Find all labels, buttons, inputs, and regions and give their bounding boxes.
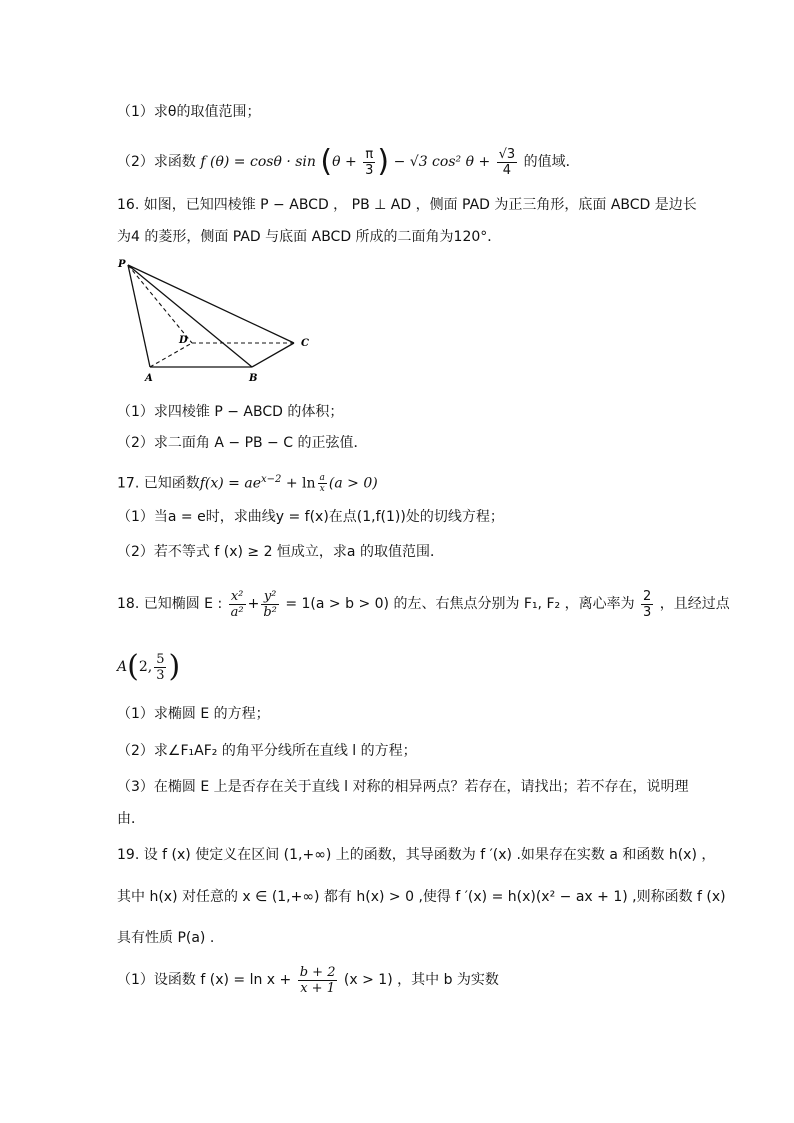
q18-point bbox=[117, 647, 704, 687]
edge-AD bbox=[150, 343, 192, 367]
q17-part1: （1）当a = e时，求曲线y = f(x)在点(1,f(1))处的切线方程； bbox=[117, 509, 504, 525]
q17-stem-prefix: 17. 已知函数 bbox=[117, 475, 200, 492]
frac-den: 3 bbox=[643, 604, 652, 620]
frac-num: 5 bbox=[156, 651, 165, 667]
q19-part1 bbox=[117, 960, 704, 1000]
q16-part1: （1）求四棱锥 P − ABCD 的体积； bbox=[117, 404, 344, 420]
q15-part2-mid: − √3 cos² θ + bbox=[393, 154, 491, 170]
label-C: C bbox=[301, 338, 309, 349]
q18-stem-suffix: ，且经过点 bbox=[659, 596, 730, 612]
q17-stem bbox=[117, 469, 704, 495]
q17-stem-exp: x−2 bbox=[260, 474, 282, 485]
q16-stem-line1: 16. 如图，已知四棱锥 P − ABCD ， PB ⊥ AD ，侧面 PAD 为正三角形，底面 ABCD 是边长 bbox=[117, 197, 697, 213]
label-B: B bbox=[249, 373, 258, 384]
q17-stem-cond: (a > 0) bbox=[328, 475, 378, 492]
q18-part3-line1: （3）在椭圆 E 上是否存在关于直线 l 对称的相异两点？若存在，请找出；若不存在，说明理 bbox=[117, 779, 689, 795]
q15-part2-func: f (θ) = cosθ · sin bbox=[200, 154, 316, 170]
frac-den: x bbox=[319, 484, 325, 495]
q19-line2: 其中 h(x) 对任意的 x ∈ (1,+∞) 都有 h(x) > 0 ,使得 f ′(x) = h(x)(x² − ax + 1) ,则称函数 f (x) bbox=[117, 889, 726, 905]
q18-point-x: 2, bbox=[138, 659, 153, 675]
frac-num: a bbox=[319, 473, 325, 484]
q15-paren-inner: θ + bbox=[332, 154, 357, 170]
frac-num: y² bbox=[261, 589, 279, 605]
q18-e-frac bbox=[641, 589, 653, 620]
q15-part2-prefix: （2）求函数 bbox=[117, 154, 196, 170]
q19-line3: 具有性质 P(a) . bbox=[117, 930, 215, 946]
q16-stem-line2: 为4 的菱形，侧面 PAD 与底面 ABCD 所成的二面角为120°． bbox=[117, 229, 502, 245]
edge-BC bbox=[252, 343, 294, 367]
q17-ln-frac bbox=[318, 473, 327, 494]
q15-part2-suffix: 的值域． bbox=[523, 154, 580, 170]
q15-pi-over-3 bbox=[363, 147, 375, 178]
q17-stem-math: f(x) = ae bbox=[199, 475, 261, 492]
frac-den: b² bbox=[263, 604, 277, 620]
q15-part1: （1）求θ的取值范围； bbox=[117, 104, 261, 120]
q18-part1: （1）求椭圆 E 的方程； bbox=[117, 706, 270, 722]
q19-part1-suffix: (x > 1) ，其中 b 为实数 bbox=[343, 972, 499, 988]
q16-part2: （2）求二面角 A − PB − C 的正弦值． bbox=[117, 435, 368, 451]
q16-pyramid-figure bbox=[112, 255, 322, 390]
frac-den: a² bbox=[230, 604, 244, 620]
left-paren: ( bbox=[320, 144, 333, 179]
q17-stem-ln: + ln bbox=[281, 475, 316, 492]
right-paren: ) bbox=[377, 144, 390, 179]
frac-den: 3 bbox=[365, 162, 374, 178]
q19-part1-prefix: （1）设函数 f (x) = ln x + bbox=[117, 972, 292, 988]
q18-point-y bbox=[154, 652, 166, 683]
label-D: D bbox=[179, 335, 188, 346]
label-P: P bbox=[118, 259, 126, 270]
frac-num: b + 2 bbox=[299, 964, 336, 980]
q18-x-frac bbox=[229, 589, 246, 620]
frac-num: √3 bbox=[498, 146, 516, 162]
q19-frac bbox=[298, 965, 338, 996]
label-A: A bbox=[145, 373, 153, 384]
frac-num: 2 bbox=[643, 588, 652, 604]
frac-den: 4 bbox=[502, 162, 512, 178]
frac-den: 3 bbox=[156, 667, 165, 683]
q17-part2: （2）若不等式 f (x) ≥ 2 恒成立，求a 的取值范围． bbox=[117, 544, 444, 560]
q18-stem-eq: = 1(a > b > 0) 的左、右焦点分别为 F₁, F₂ ，离心率为 bbox=[285, 596, 635, 612]
q18-y-frac bbox=[261, 589, 279, 620]
q18-point-label: A bbox=[117, 659, 128, 675]
frac-den: x + 1 bbox=[300, 980, 335, 996]
frac-num: x² bbox=[229, 589, 246, 605]
q15-sqrt3-over-4 bbox=[497, 147, 518, 178]
q18-stem: 18. 已知椭圆 E : $\frac{\text{x²}}{\text{a²}}$ + $\frac{\text{y²}}{\text{b²}}$ = 1(a > b > 0) 的左、右焦点分别为 F₁, F₂ ，离心率为 $\frac{2}{3}$ ，且经过点 bbox=[117, 588, 730, 620]
edge-PD bbox=[128, 265, 192, 343]
left-paren: ( bbox=[127, 649, 139, 684]
q18-stem-prefix: 18. 已知椭圆 E : bbox=[117, 596, 223, 612]
right-paren: ) bbox=[168, 649, 181, 684]
q15-part2 bbox=[117, 142, 704, 182]
q18-part3-line2: 由． bbox=[117, 811, 145, 827]
q19-line1: 19. 设 f (x) 使定义在区间 (1,+∞) 上的函数，其导函数为 f ′(x) .如果存在实数 a 和函数 h(x) ， bbox=[117, 847, 716, 863]
q18-part2: （2）求∠F₁AF₂ 的角平分线所在直线 l 的方程； bbox=[117, 743, 417, 759]
frac-num: π bbox=[363, 147, 375, 163]
edge-PC bbox=[128, 265, 294, 343]
